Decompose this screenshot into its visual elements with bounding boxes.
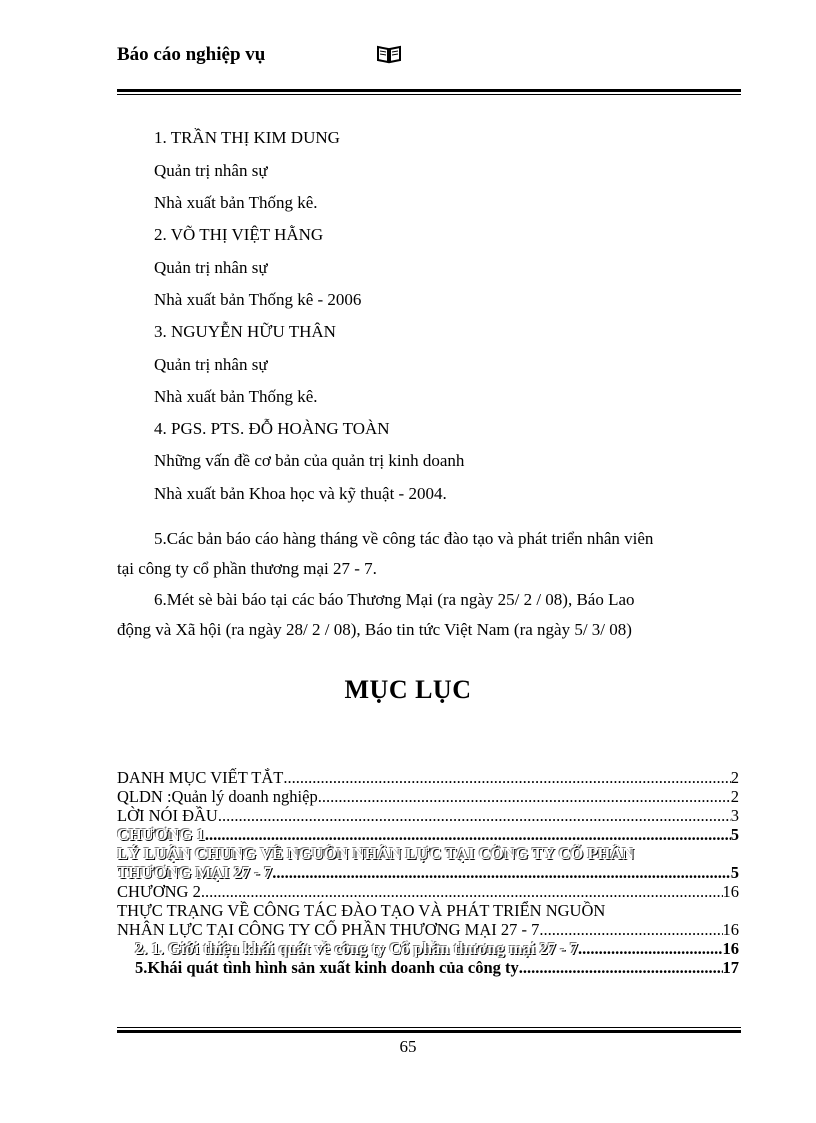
reference-line: Nhà xuất bản Khoa học và kỹ thuật - 2004. (154, 484, 447, 503)
toc-entry-text: LỜI NÓI ĐẦU (117, 806, 218, 825)
toc-entry-text: DANH MỤC VIẾT TẮT (117, 768, 284, 787)
reference-line: Nhà xuất bản Thống kê. (154, 193, 318, 212)
toc-entry[interactable] (117, 787, 739, 806)
toc-entry-page: 3 (730, 806, 739, 825)
reference-line: 3. NGUYỄN HỮU THÂN (154, 322, 336, 341)
toc-entry-text: 2. 1. Giới thiệu khái quát về công ty Cổ phần thương mại 27 - 7 (135, 939, 579, 958)
toc-title: MỤC LỤC (344, 675, 472, 704)
toc-entry[interactable] (117, 825, 739, 844)
toc-entry[interactable] (117, 901, 739, 920)
footer-rule (117, 1027, 741, 1033)
toc-entry-page: 16 (722, 920, 739, 939)
reference-line: Quản trị nhân sự (154, 161, 268, 180)
toc-entry-text: THƯƠNG MẠI 27 - 7 (117, 863, 273, 882)
toc-entry-page: 16 (722, 882, 739, 901)
toc-entry-page: 5 (730, 825, 739, 844)
toc-entry-text: QLDN :Quản lý doanh nghiệp (117, 787, 318, 806)
toc-entry-page: 2 (730, 768, 739, 787)
reference-line: Nhà xuất bản Thống kê. (154, 387, 318, 406)
reference-line: 1. TRẦN THỊ KIM DUNG (154, 128, 340, 147)
toc-entry[interactable] (117, 863, 739, 882)
paragraph-line: 6.Mét sè bài báo tại các báo Thương Mại (ra ngày 25/ 2 / 08), Báo Lao (154, 590, 635, 609)
toc-entry-text: THỰC TRẠNG VỀ CÔNG TÁC ĐÀO TẠO VÀ PHÁT TRIỂN NGUỒN (117, 901, 606, 920)
reference-line: Những vấn đề cơ bản của quản trị kinh doanh (154, 451, 465, 470)
reference-line: Quản trị nhân sự (154, 258, 268, 277)
toc-entry-text: CHƯƠNG 2 (117, 882, 201, 901)
paragraph-line: 5.Các bản báo cáo hàng tháng về công tác đào tạo và phát triển nhân viên (154, 529, 654, 548)
toc-entry[interactable] (117, 844, 739, 863)
toc-entry-page: 16 (722, 939, 739, 958)
toc-entry[interactable] (117, 939, 739, 958)
table-of-contents (117, 768, 739, 977)
paragraph-6 (117, 585, 741, 645)
paragraph-line: tại công ty cổ phần thương mại 27 - 7. (117, 559, 377, 578)
toc-entry[interactable] (117, 958, 739, 977)
toc-entry-text: CHƯƠNG 1 (117, 825, 205, 844)
toc-entry[interactable] (117, 806, 739, 825)
reference-line: Nhà xuất bản Thống kê - 2006 (154, 290, 362, 309)
reference-line: 4. PGS. PTS. ĐỖ HOÀNG TOÀN (154, 419, 390, 438)
toc-entry-page: 17 (722, 958, 739, 977)
toc-entry-text: 5.Khái quát tình hình sản xuất kinh doanh của công ty (135, 958, 519, 977)
toc-entry[interactable] (117, 920, 739, 939)
header-title: Báo cáo nghiệp vụ (117, 44, 266, 65)
toc-entry[interactable] (117, 882, 739, 901)
header-rule (117, 89, 741, 95)
toc-entry-page: 5 (730, 863, 739, 882)
page-number: 65 (399, 1037, 417, 1056)
reference-line: Quản trị nhân sự (154, 355, 268, 374)
toc-entry-text: NHÂN LỰC TẠI CÔNG TY CỔ PHẦN THƯƠNG MẠI 27 - 7 (117, 920, 540, 939)
toc-entry[interactable] (117, 768, 739, 787)
paragraph-line: động và Xã hội (ra ngày 28/ 2 / 08), Báo tin tức Việt Nam (ra ngày 5/ 3/ 08) (117, 620, 632, 639)
paragraph-5 (117, 524, 741, 584)
toc-entry-page: 2 (730, 787, 739, 806)
reference-line: 2. VÕ THỊ VIỆT HẰNG (154, 225, 324, 244)
toc-entry-text: LÝ LUẬN CHUNG VỀ NGUỒN NHÂN LỰC TẠI CÔNG TY CỔ PHẦN (117, 844, 635, 863)
open-book-icon (376, 44, 402, 64)
